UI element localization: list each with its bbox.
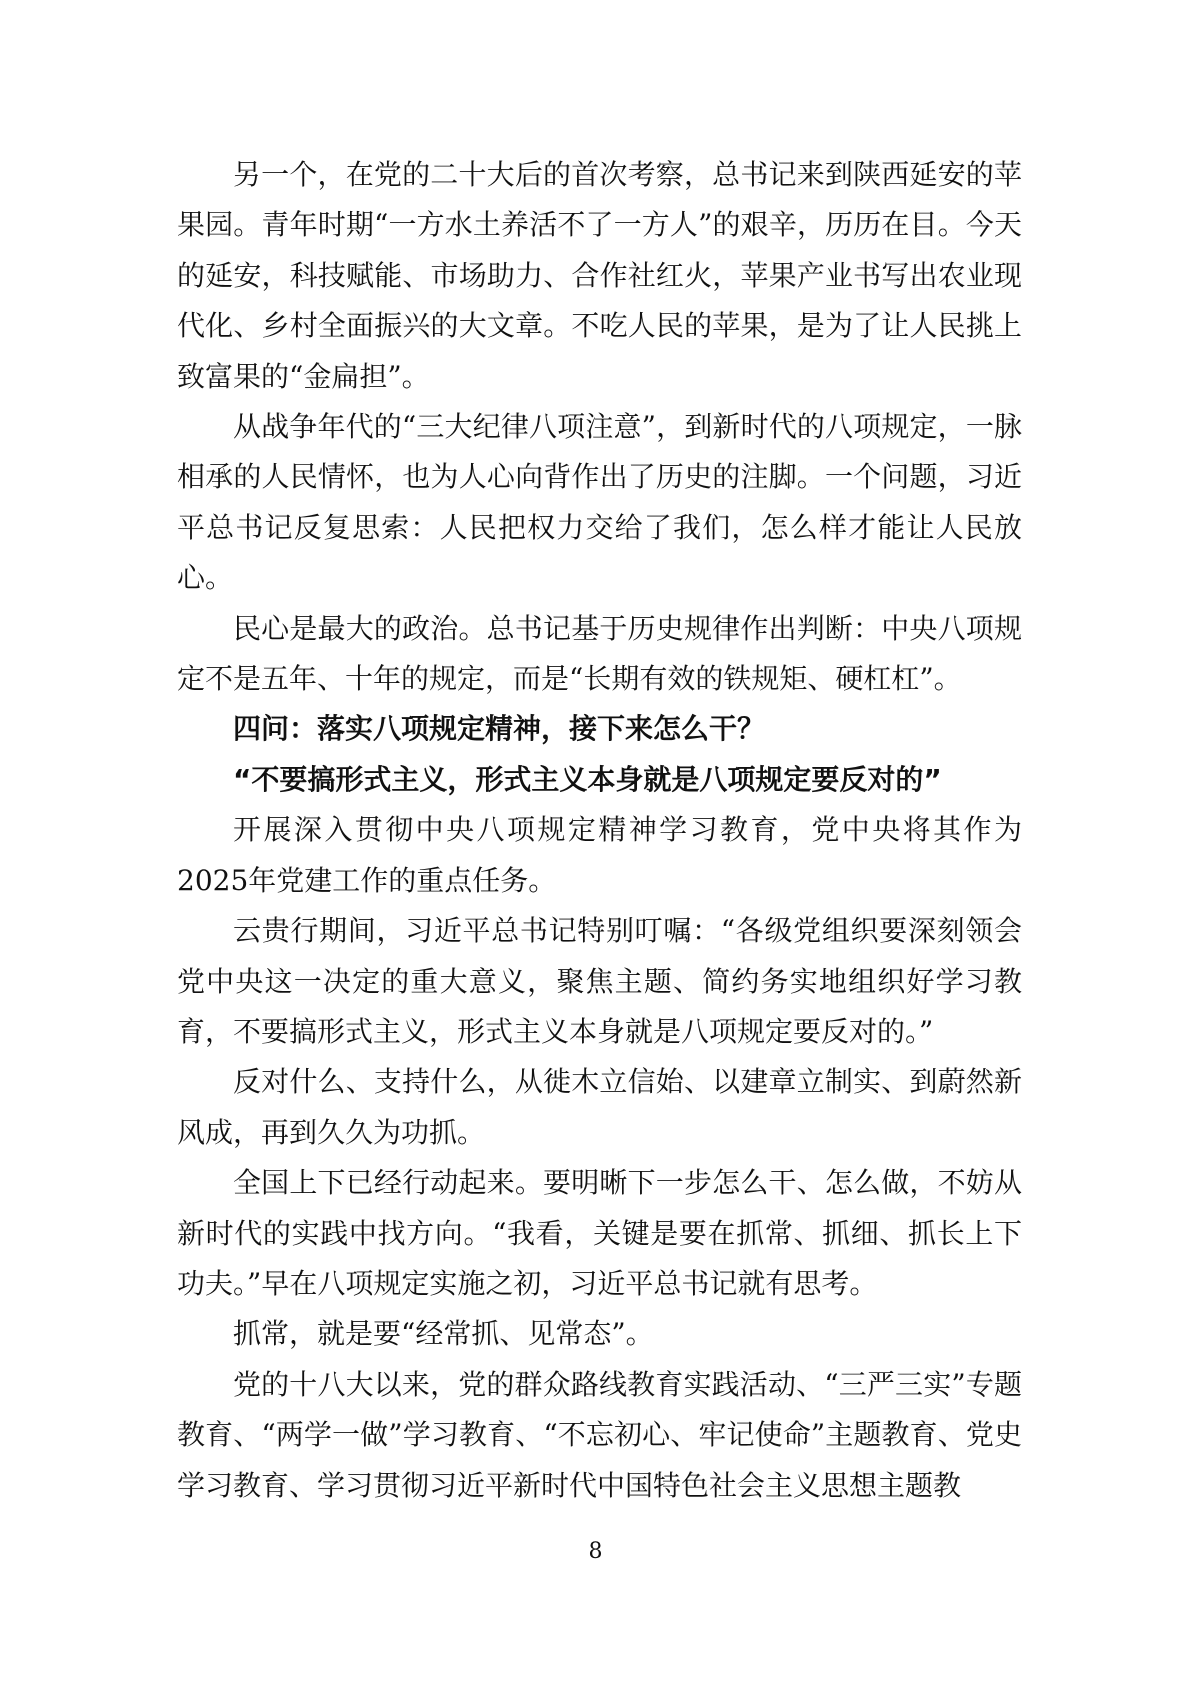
paragraph: 从战争年代的“三大纪律八项注意”，到新时代的八项规定，一脉相承的人民情怀，也为人心向背作出了历史的注脚。一个问题，习近平总书记反复思索：人民把权力交给了我们，怎么样才能让人民放心。 — [177, 410, 1022, 595]
paragraph: 开展深入贯彻中央八项规定精神学习教育，党中央将其作为2025年党建工作的重点任务。 — [177, 813, 1022, 897]
paragraph: 反对什么、支持什么，从徙木立信始、以建章立制实、到蔚然新风成，再到久久为功抓。 — [177, 1065, 1022, 1149]
section-heading: 四问：落实八项规定精神，接下来怎么干？ — [233, 712, 766, 746]
paragraph: 全国上下已经行动起来。要明晰下一步怎么干、怎么做，不妨从新时代的实践中找方向。“我看，关键是要在抓常、抓细、抓长上下功夫。”早在八项规定实施之初，习近平总书记就有思考。 — [177, 1166, 1022, 1300]
page-number: 8 — [588, 1539, 603, 1564]
paragraph: 民心是最大的政治。总书记基于历史规律作出判断：中央八项规定不是五年、十年的规定，而是“长期有效的铁规矩、硬杠杠”。 — [177, 611, 1022, 696]
text-content — [177, 150, 1022, 1511]
paragraph: 另一个，在党的二十大后的首次考察，总书记来到陕西延安的苹果园。青年时期“一方水土养活不了一方人”的艰辛，历历在目。今天的延安，科技赋能、市场助力、合作社红火，苹果产业书写出农业现代化、乡村全面振兴的大文章。不吃人民的苹果，是为了让人民挑上致富果的“金扁担”。 — [177, 158, 1022, 393]
paragraph: 党的十八大以来，党的群众路线教育实践活动、“三严三实”专题教育、“两学一做”学习教育、“不忘初心、牢记使命”主题教育、党史学习教育、学习贯彻习近平新时代中国特色社会主义思想主题教 — [177, 1367, 1022, 1502]
quote-heading: “不要搞形式主义，形式主义本身就是八项规定要反对的” — [233, 762, 942, 796]
paragraph: 抓常，就是要“经常抓、见常态”。 — [233, 1317, 654, 1351]
paragraph: 云贵行期间，习近平总书记特别叮嘱：“各级党组织要深刻领会党中央这一决定的重大意义，聚焦主题、简约务实地组织好学习教育，不要搞形式主义，形式主义本身就是八项规定要反对的。” — [177, 914, 1022, 1048]
